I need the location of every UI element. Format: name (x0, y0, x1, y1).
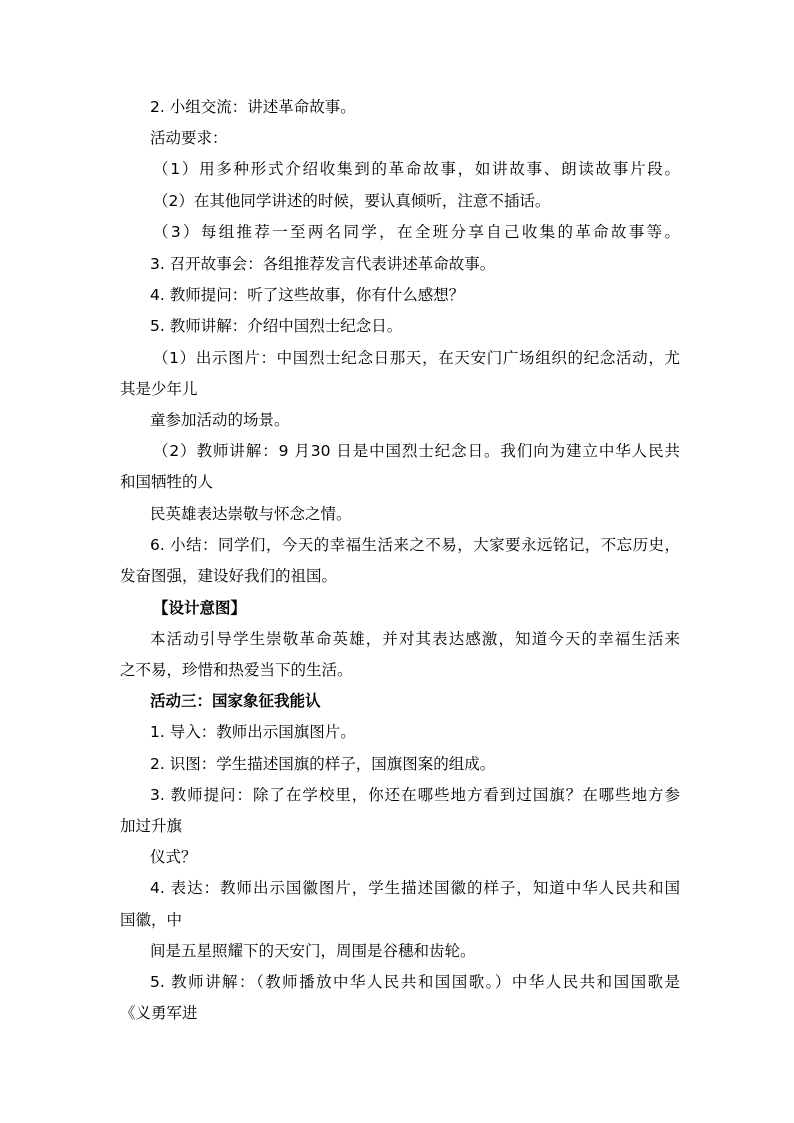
text-line: 其是少年儿 (120, 380, 198, 398)
text-line: 1. 导入：教师出示国旗图片。 (150, 723, 356, 741)
text-line: 和国牺牲的人 (120, 473, 214, 491)
text-line: 4. 表达：教师出示国徽图片，学生描述国徽的样子，知道中华人民共和国 (150, 879, 680, 897)
text-line: 发奋图强，建设好我们的祖国。 (120, 567, 338, 585)
text-line: 之不易，珍惜和热爱当下的生活。 (120, 661, 353, 679)
text-line: 童参加活动的场景。 (150, 411, 290, 429)
activity-heading: 活动三：国家象征我能认 (150, 692, 321, 710)
text-line: （2）教师讲解：9 月30 日是中国烈士纪念日。我们向为建立中华人民共 (153, 442, 680, 460)
text-line: 2. 识图：学生描述国旗的样子，国旗图案的组成。 (150, 755, 496, 773)
text-line: 仪式？ (150, 848, 197, 866)
text-line: 活动要求： (150, 129, 228, 147)
text-line: （1）出示图片：中国烈士纪念日那天，在天安门广场组织的纪念活动，尤 (153, 349, 680, 367)
text-line: 5. 教师讲解：（教师播放中华人民共和国国歌。）中华人民共和国国歌是 (150, 973, 680, 991)
text-line: 国徽，中 (120, 911, 183, 929)
section-heading: 【设计意图】 (153, 599, 247, 617)
text-line: （2）在其他同学讲述的时候，要认真倾听，注意不插话。 (153, 192, 551, 210)
text-line: 3. 教师提问：除了在学校里，你还在哪些地方看到过国旗？在哪些地方参 (150, 786, 680, 804)
text-line: 6. 小结：同学们，今天的幸福生活来之不易，大家要永远铭记，不忘历史， (150, 536, 680, 554)
text-line: 本活动引导学生崇敬革命英雄，并对其表达感激，知道今天的幸福生活来 (150, 630, 680, 648)
text-line: 2. 小组交流：讲述革命故事。 (150, 98, 356, 116)
text-line: 3. 召开故事会：各组推荐发言代表讲述革命故事。 (150, 255, 496, 273)
text-line: 民英雄表达崇敬与怀念之情。 (150, 505, 352, 523)
text-line: 《义勇军进 (120, 1004, 198, 1022)
text-line: （3）每组推荐一至两名同学，在全班分享自己收集的革命故事等。 (153, 223, 680, 241)
text-line: 间是五星照耀下的天安门，周围是谷穗和齿轮。 (150, 942, 476, 960)
text-line: 4. 教师提问：听了这些故事，你有什么感想？ (150, 286, 465, 304)
text-line: 5. 教师讲解：介绍中国烈士纪念日。 (150, 317, 403, 335)
text-line: 加过升旗 (120, 817, 183, 835)
text-line: （1）用多种形式介绍收集到的革命故事，如讲故事、朗读故事片段。 (153, 160, 680, 178)
